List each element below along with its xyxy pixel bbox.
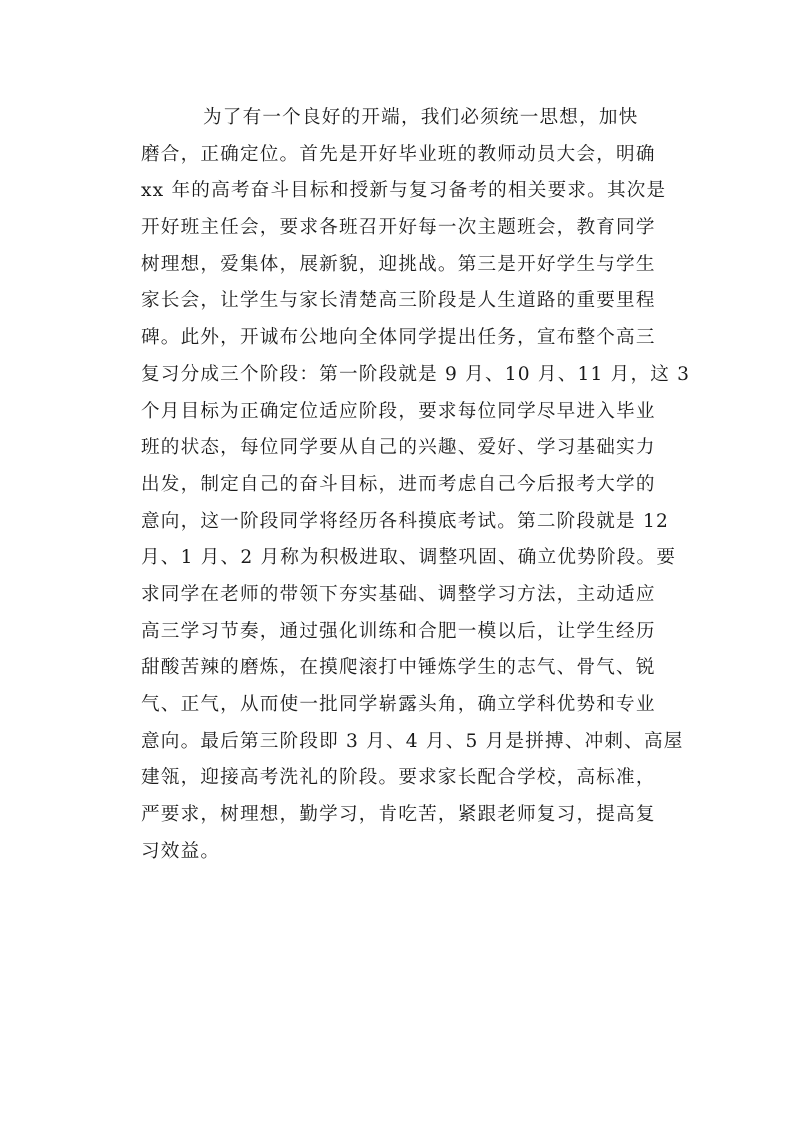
paragraph-line: 建瓴，迎接高考洗礼的阶段。要求家长配合学校，高标准， [141,767,656,789]
paragraph-line: 复习分成三个阶段：第一阶段就是 9 月、10 月、11 月，这 3 [141,363,691,385]
paragraph-line: 习效益。 [141,840,221,862]
body-paragraph [141,100,691,870]
paragraph-line: 家长会，让学生与家长清楚高三阶段是人生道路的重要里程 [141,290,656,312]
paragraph-line: 树理想，爱集体，展新貌，迎挑战。第三是开好学生与学生 [141,253,656,275]
paragraph-line: 严要求，树理想，勤学习，肯吃苦，紧跟老师复习，提高复 [141,804,656,826]
paragraph-line: 个月目标为正确定位适应阶段，要求每位同学尽早进入毕业 [141,400,656,422]
paragraph-line: 开好班主任会，要求各班召开好每一次主题班会，教育同学 [141,217,656,239]
paragraph-line: 碑。此外，开诚布公地向全体同学提出任务，宣布整个高三 [141,327,656,349]
paragraph-line: 高三学习节奏，通过强化训练和合肥一模以后，让学生经历 [141,620,656,642]
paragraph-line: 意向，这一阶段同学将经历各科摸底考试。第二阶段就是 12 [141,510,670,532]
paragraph-line: 甜酸苦辣的磨炼，在摸爬滚打中锤炼学生的志气、骨气、锐 [141,657,656,679]
paragraph-line: 班的状态，每位同学要从自己的兴趣、爱好、学习基础实力 [141,437,656,459]
paragraph-line: 意向。最后第三阶段即 3 月、4 月、5 月是拼搏、冲刺、高屋 [141,730,684,752]
paragraph-line: 求同学在老师的带领下夯实基础、调整学习方法，主动适应 [141,583,656,605]
paragraph-line: 月、1 月、2 月称为积极进取、调整巩固、确立优势阶段。要 [141,547,677,569]
paragraph-line: 气、正气，从而使一批同学崭露头角，确立学科优势和专业 [141,694,656,715]
paragraph-line: 磨合，正确定位。首先是开好毕业班的教师动员大会，明确 [141,143,656,165]
paragraph-line: 为了有一个良好的开端，我们必须统一思想，加快 [203,107,639,128]
paragraph-line: xx 年的高考奋斗目标和授新与复习备考的相关要求。其次是 [141,180,667,202]
paragraph-line: 出发，制定自己的奋斗目标，进而考虑自己今后报考大学的 [141,473,656,495]
